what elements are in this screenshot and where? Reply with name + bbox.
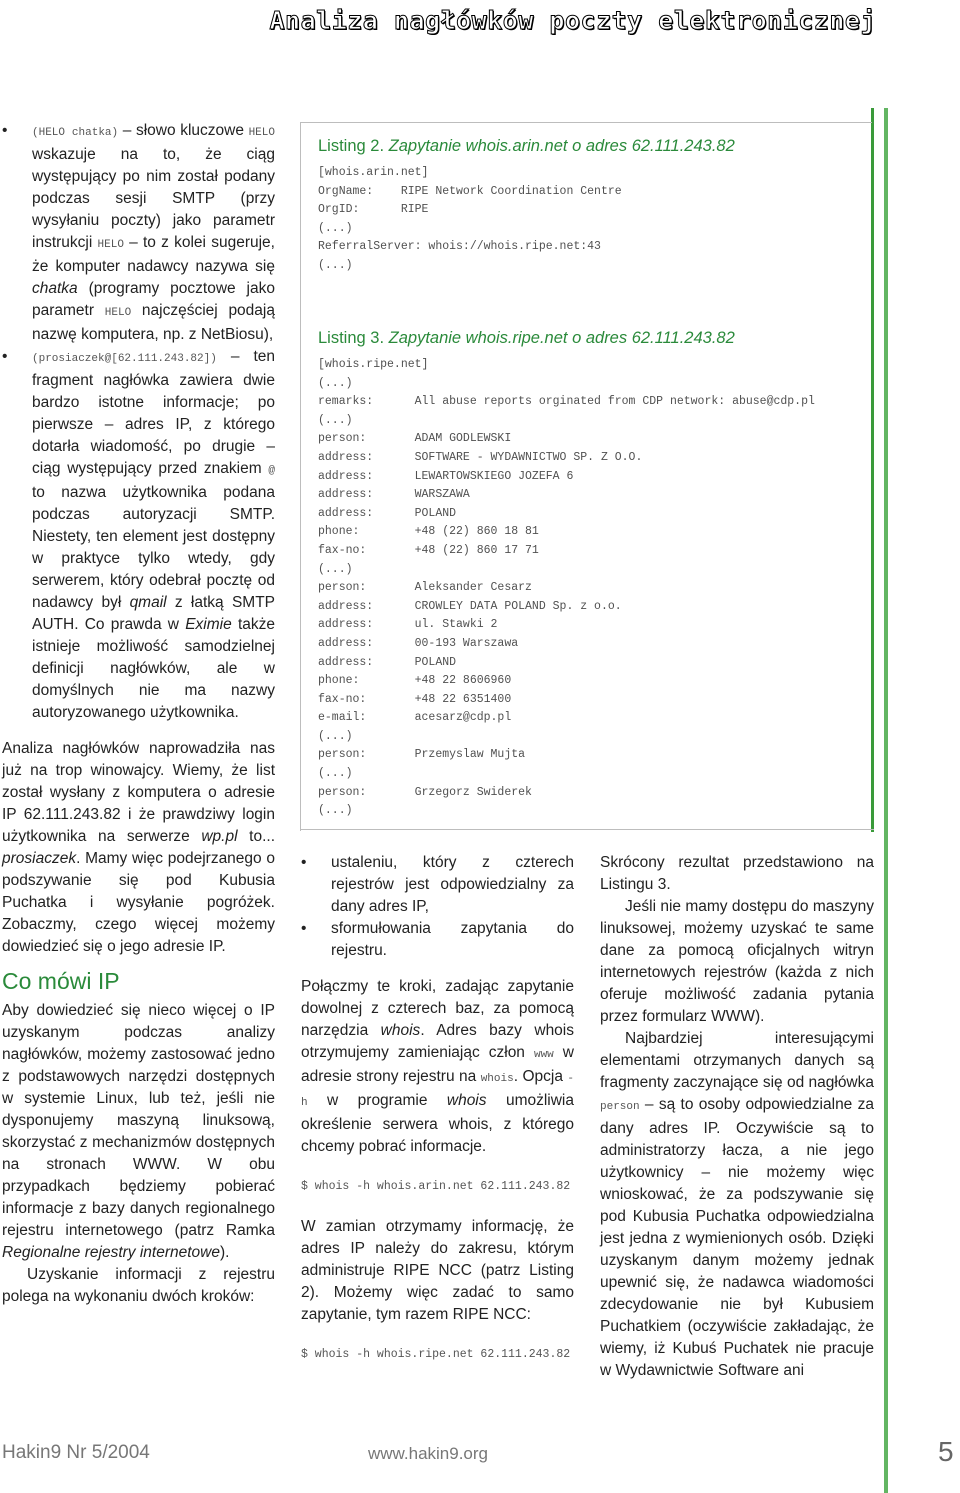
inline-code: person bbox=[600, 1101, 640, 1113]
page-number: 5 bbox=[938, 1436, 954, 1467]
code-line: address: LEWARTOWSKIEGO JOZEFA 6 bbox=[318, 469, 574, 483]
text: umożliwia określenie serwera whois, z którego chcemy pobrać informacje. bbox=[301, 1092, 574, 1155]
code-line: person: Przemyslaw Mujta bbox=[318, 748, 526, 762]
left-column bbox=[2, 120, 275, 1308]
command-line: $ whois -h whois.ripe.net 62.111.243.82 bbox=[301, 1348, 571, 1361]
code-line: person: Grzegorz Swiderek bbox=[318, 785, 532, 799]
listing-number: Listing 2. bbox=[318, 137, 385, 155]
italic-text: Eximie bbox=[185, 616, 232, 633]
code-line: [whois.ripe.net] bbox=[318, 358, 429, 371]
listing-number: Listing 3. bbox=[318, 329, 385, 347]
paragraph-summary: Skrócony rezultat przedstawiono na Listingu 3. bbox=[600, 854, 874, 893]
italic-text: Regionalne rejestry internetowe bbox=[2, 1244, 220, 1261]
inline-code: HELO bbox=[104, 307, 132, 319]
bullet-item: • sformułowania zapytania do rejestru. bbox=[301, 918, 574, 962]
paragraph-ripe: W zamian otrzymamy informację, że adres IP należy do zakresu, którym administruje RIPE NCC (patrz Listing 2). Możemy więc zadać to samo zapytanie, tym razem RIPE NCC: bbox=[301, 1218, 574, 1323]
text: . Adres bazy whois otrzymujemy zamieniając człon bbox=[301, 1022, 574, 1061]
text: . Opcja bbox=[513, 1068, 568, 1085]
footer-magazine: Hakin9 Nr 5/2004 bbox=[2, 1442, 150, 1463]
text: to nazwa użytkownika podana podczas autoryzacji SMTP. Niestety, ten element jest dostępny w praktyce tylko wtedy, gdy serwerem, który odebrał pocztę od nadawcy był bbox=[32, 484, 275, 611]
code-line: phone: +48 22 8606960 bbox=[318, 674, 512, 688]
text: – słowo kluczowe bbox=[118, 122, 249, 139]
code-line: address: ul. Stawki 2 bbox=[318, 618, 498, 632]
code-line: remarks: All abuse reports orginated from CDP network: abuse@cdp.pl bbox=[318, 395, 815, 409]
listing-2-title bbox=[318, 135, 735, 157]
code-line: fax-no: +48 22 6351400 bbox=[318, 692, 512, 706]
code-line: ReferralServer: whois://whois.ripe.net:43 bbox=[318, 240, 601, 254]
italic-text: whois bbox=[446, 1092, 487, 1109]
code-line: (...) bbox=[318, 804, 353, 818]
text: w adresie strony rejestru na bbox=[301, 1044, 575, 1085]
code-line: address: POLAND bbox=[318, 655, 457, 669]
code-line: (...) bbox=[318, 767, 353, 781]
bullet-list bbox=[301, 852, 574, 962]
italic-text: whois bbox=[380, 1022, 421, 1039]
code-line: (...) bbox=[318, 376, 353, 390]
code-line: OrgID: RIPE bbox=[318, 203, 429, 217]
inline-code: -h bbox=[301, 1073, 574, 1109]
listing-2 bbox=[318, 135, 735, 276]
text: (programy pocztowe jako parametr bbox=[32, 280, 275, 319]
listing-3-title bbox=[318, 327, 815, 349]
bullet-item-prosiaczek bbox=[2, 346, 275, 724]
code-line: phone: +48 (22) 860 18 81 bbox=[318, 525, 539, 539]
code-line: address: POLAND bbox=[318, 506, 457, 520]
text: z łatką SMTP AUTH. Co prawda w bbox=[32, 594, 276, 633]
inline-code: www bbox=[533, 1049, 554, 1061]
paragraph-analysis bbox=[2, 738, 275, 958]
code-line: fax-no: +48 (22) 860 17 71 bbox=[318, 543, 539, 557]
code-line: (...) bbox=[318, 221, 353, 235]
listing-caption: Zapytanie whois.arin.net o adres 62.111.243.82 bbox=[388, 137, 735, 155]
text: . Mamy więc podejrzanego o podszywanie się pod Kubusia Puchatka i wysyłanie pogróżek. Zobaczmy, czego więcej możemy dowiedzieć się o jego adresie IP. bbox=[2, 850, 275, 955]
command-line: $ whois -h whois.arin.net 62.111.243.82 bbox=[301, 1180, 571, 1193]
inline-code: (prosiaczek@[62.111.243.82]) bbox=[32, 353, 217, 365]
italic-text: chatka bbox=[32, 280, 78, 297]
text: – to z kolei sugeruje, że komputer nadawcy nazywa się bbox=[32, 234, 275, 275]
code-line: address: WARSZAWA bbox=[318, 488, 470, 502]
code-line: address: SOFTWARE - WYDAWNICTWO SP. Z O.O. bbox=[318, 450, 643, 464]
right-column bbox=[600, 852, 874, 1382]
text: najczęściej podają nazwę komputera, np. z NetBiosu), bbox=[32, 302, 275, 343]
text: w programie bbox=[307, 1092, 447, 1109]
inline-code: (HELO chatka) bbox=[32, 127, 119, 139]
column-divider bbox=[884, 108, 888, 1493]
italic-text: wp.pl bbox=[201, 828, 238, 845]
paragraph-combine bbox=[301, 976, 574, 1158]
text: Połączmy te kroki, zadając zapytanie dowolnej z czterech baz, za pomocą narzędzia bbox=[301, 978, 574, 1039]
code-line: person: ADAM GODLEWSKI bbox=[318, 432, 512, 446]
code-line: (...) bbox=[318, 413, 353, 427]
inline-code: @ bbox=[268, 465, 275, 477]
code-line: OrgName: RIPE Network Coordination Centre bbox=[318, 184, 622, 198]
code-line: address: CROWLEY DATA POLAND Sp. z o.o. bbox=[318, 599, 622, 613]
inline-code: whois bbox=[480, 1073, 514, 1085]
paragraph-person bbox=[600, 1028, 874, 1382]
code-line: e-mail: acesarz@cdp.pl bbox=[318, 711, 512, 725]
code-line: (...) bbox=[318, 562, 353, 576]
text: Analiza nagłówków naprowadziła nas już na trop winowajcy. Wiemy, że list został wysłany z komputera o adresie IP 62.111.243.82 i że prawdziwy login użytkownika na serwerze bbox=[2, 740, 275, 845]
text: wskazuje na to, że ciąg występujący po nim został podany podczas sesji SMTP (przy wysyłaniu poczty) jako parametr instrukcji bbox=[32, 146, 275, 251]
text: Najbardziej interesującymi elementami otrzymanych danych są fragmenty zaczynające się od nagłówka bbox=[600, 1030, 874, 1091]
listing-2-code bbox=[318, 164, 735, 276]
text: – są to osoby odpowiedzialne za dany adres IP. Oczywiście są to administratorzy łacza, a nie jego użytkownicy – nie możemy więc wnioskować, że za podszywanie się pod Kubusia Puchatka odpowiedzialna jest jedna z wymienionych osób. Dzięki uzyskanym danym możemy jednak upewnić się, że nadawca wiadomości zdecydowanie nie był Kubusiem Puchatkiem (oczywiście zakładając, że wiemy, iż Kubuś Puchatek nie pracuje w Wydawnictwie Software ani bbox=[600, 1096, 874, 1379]
paragraph-steps-intro: Uzyskanie informacji z rejestru polega na wykonaniu dwóch kroków: bbox=[2, 1266, 275, 1305]
inline-code: HELO bbox=[97, 239, 124, 251]
listing-box bbox=[300, 122, 872, 831]
code-line: address: 00-193 Warszawa bbox=[318, 636, 519, 650]
footer-url: www.hakin9.org bbox=[368, 1444, 489, 1463]
code-line: [whois.arin.net] bbox=[318, 166, 429, 179]
middle-column bbox=[301, 852, 574, 1384]
text: Aby dowiedzieć się nieco więcej o IP uzyskanym podczas analizy nagłówków, możemy zastosować jedno z podstawowych narzędzi dostępnych w systemie Linux, lub też, jeśli nie dysponujemy maszyną linuksową, skorzystać z mechanizmów dostępnych na stronach WWW. W obu przypadkach będziemy pobierać informacje z bazy danych regionalnego rejestru internetowego (patrz Ramka bbox=[2, 1002, 275, 1239]
inline-code: HELO bbox=[248, 127, 275, 139]
italic-text: qmail bbox=[129, 594, 167, 611]
paragraph-no-linux: Jeśli nie mamy dostępu do maszyny linuksowej, możemy uzyskać te same dane za pomocą oficjalnych witryn internetowych rejestrów (każda z nich oferuje możliwość zadania pytania przez formularz WWW). bbox=[600, 898, 874, 1025]
page-header-title: Analiza nagłówków poczty elektronicznej bbox=[269, 6, 876, 35]
italic-text: prosiaczek bbox=[2, 850, 77, 867]
code-line: (...) bbox=[318, 729, 353, 743]
paragraph-ip-info bbox=[2, 1000, 275, 1264]
text: – ten fragment nagłówka zawiera dwie bardzo istotne informacje; po pierwsze – adres IP, z którego dotarła wiadomość, po drugie – ciąg występujący przed znakiem bbox=[32, 348, 275, 477]
text: także istnieje możliwość samodzielnej definicji nagłówków, ale w domyślnych nie ma nazwy autoryzowanego użytkownika. bbox=[32, 616, 275, 721]
section-heading: Co mówi IP bbox=[2, 968, 120, 994]
text: to... bbox=[237, 828, 275, 845]
listing-3-code bbox=[318, 356, 815, 821]
bullet-list bbox=[2, 120, 275, 724]
text: ). bbox=[219, 1244, 230, 1261]
bullet-item: • ustaleniu, który z czterech rejestrów jest odpowiedzialny za dany adres IP, bbox=[301, 852, 574, 918]
bullet-item-helo bbox=[2, 120, 275, 346]
code-line: (...) bbox=[318, 258, 353, 272]
listing-caption: Zapytanie whois.ripe.net o adres 62.111.243.82 bbox=[388, 329, 735, 347]
code-line: person: Aleksander Cesarz bbox=[318, 581, 532, 595]
listing-3 bbox=[318, 327, 815, 821]
